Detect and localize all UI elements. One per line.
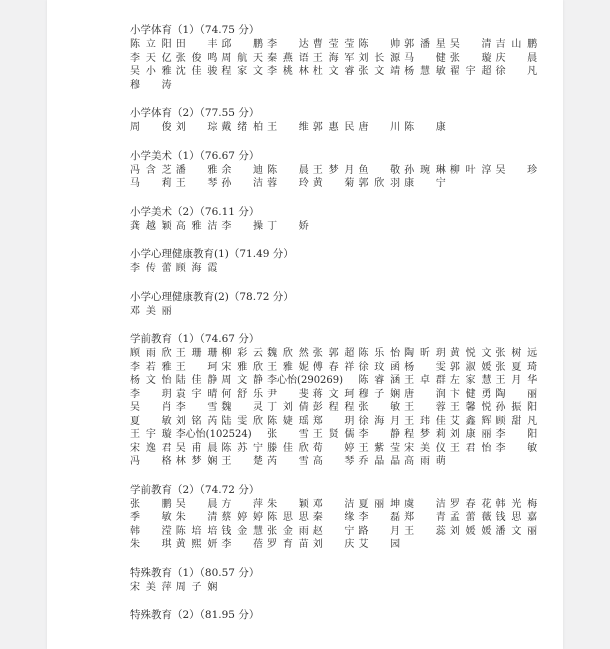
name-entry: 韩光梅 bbox=[495, 498, 538, 510]
name-entry: 韩 滢 bbox=[130, 525, 172, 537]
name-entry: 郑 玥 bbox=[312, 415, 355, 427]
name-entry: 郭淑媛 bbox=[449, 361, 492, 373]
results-list bbox=[130, 23, 538, 636]
name-entry: 李 阳 bbox=[495, 429, 538, 440]
name-row bbox=[130, 525, 538, 539]
section bbox=[130, 483, 538, 552]
section bbox=[130, 23, 538, 92]
name-row bbox=[130, 498, 538, 512]
name-entry: 鱼 敬 bbox=[358, 164, 401, 176]
name-entry: 马 莉 bbox=[130, 178, 172, 189]
name-row bbox=[130, 428, 538, 442]
name-entry: 顾海霞 bbox=[175, 263, 218, 274]
name-entry: 刘 琮 bbox=[175, 122, 218, 133]
name-entry: 王紫莹 bbox=[358, 442, 401, 454]
name-entry: 徐 凡 bbox=[495, 66, 538, 77]
name-entry: 王雅妮 bbox=[267, 361, 309, 373]
name-entry: 吴 清 bbox=[449, 39, 492, 50]
name-entry: 孙振阳 bbox=[495, 402, 538, 413]
name-entry: 徐海月 bbox=[358, 415, 401, 427]
name-entry: 唐 润 bbox=[404, 388, 446, 400]
name-entry: 李 敏 bbox=[495, 442, 538, 454]
name-entry: 陶 丽 bbox=[495, 388, 538, 400]
name-entry: 朱 颖 bbox=[267, 498, 309, 510]
name-entry: 朱 清 bbox=[175, 512, 218, 523]
name-grid bbox=[130, 498, 538, 552]
name-entry: 王君怡 bbox=[449, 442, 492, 454]
name-grid bbox=[130, 164, 538, 191]
name-entry: 顾雨欣 bbox=[130, 348, 172, 359]
name-entry: 周子娴 bbox=[175, 581, 218, 593]
name-entry: 李心怡(102524) bbox=[175, 429, 252, 440]
name-entry: 陈立阳 bbox=[130, 39, 172, 50]
name-entry: 罗育苗 bbox=[267, 539, 309, 550]
name-entry: 吴甫晨 bbox=[175, 442, 218, 454]
name-entry: 黄 菊 bbox=[312, 178, 355, 189]
name-entry: 王 维 bbox=[267, 122, 309, 133]
name-entry: 芮 雪 bbox=[267, 456, 309, 467]
name-entry: 方 萍 bbox=[221, 498, 264, 510]
name-entry: 田 丰 bbox=[175, 39, 218, 50]
name-entry: 陈乐怡 bbox=[358, 348, 401, 359]
name-entry: 高雨萌 bbox=[404, 456, 446, 467]
name-entry: 乔晶晶 bbox=[358, 456, 401, 467]
name-row bbox=[130, 401, 538, 415]
name-entry: 唐 川 bbox=[358, 122, 401, 133]
name-entry: 马 健 bbox=[404, 52, 446, 64]
name-entry: 何舒乐 bbox=[221, 388, 264, 400]
name-entry: 孙 洁 bbox=[221, 178, 264, 189]
name-entry: 宋逸君 bbox=[130, 442, 172, 454]
section-heading: 小学美术（1）（76.67 分） bbox=[130, 149, 260, 162]
name-entry: 李 蓓 bbox=[221, 539, 264, 550]
section bbox=[130, 608, 530, 622]
section-heading: 特殊教育（2）（81.95 分） bbox=[130, 609, 260, 621]
name-entry: 王 蓉 bbox=[404, 402, 446, 413]
name-row bbox=[130, 121, 530, 135]
name-entry: 傅春祥 bbox=[312, 361, 355, 373]
name-entry: 张 雪 bbox=[267, 429, 309, 440]
name-entry: 王海军 bbox=[312, 52, 355, 64]
name-row bbox=[130, 79, 530, 93]
name-entry: 李 玥 bbox=[130, 388, 172, 400]
name-entry: 翟宇超 bbox=[449, 66, 492, 77]
name-entry: 孟蕾薇 bbox=[449, 512, 492, 523]
name-entry: 吉山鹏 bbox=[495, 39, 538, 50]
name-entry: 郭潘星 bbox=[404, 39, 446, 50]
name-entry: 陈苏宁 bbox=[221, 442, 264, 454]
name-entry: 李 操 bbox=[221, 220, 264, 232]
name-entry: 王宇璇 bbox=[130, 429, 172, 440]
name-entry: 魏 灵 bbox=[221, 402, 264, 413]
name-entry: 刘铭芮 bbox=[175, 415, 218, 427]
name-entry: 陈思思 bbox=[267, 512, 309, 523]
name-entry: 王贤儒 bbox=[312, 429, 355, 440]
section bbox=[130, 247, 530, 276]
name-entry: 冯含芝 bbox=[130, 164, 172, 176]
name-row bbox=[130, 164, 538, 178]
name-entry: 艾 园 bbox=[358, 539, 401, 550]
section bbox=[130, 566, 530, 595]
name-entry: 李天亿 bbox=[130, 52, 172, 64]
name-entry: 蔡婷婷 bbox=[221, 512, 264, 523]
name-entry: 余 迪 bbox=[221, 164, 264, 176]
name-entry: 高 琴 bbox=[312, 456, 355, 467]
name-row bbox=[130, 455, 530, 469]
name-entry: 路 月 bbox=[358, 525, 401, 537]
name-entry: 罗春花 bbox=[449, 498, 492, 510]
name-entry: 穆子娴 bbox=[358, 388, 401, 400]
name-entry: 陈睿涵 bbox=[358, 375, 401, 386]
name-entry: 陈婕瑶 bbox=[267, 415, 309, 427]
name-entry: 康 宁 bbox=[404, 178, 446, 189]
name-entry: 陶昕玥 bbox=[404, 348, 446, 359]
name-entry: 李 达 bbox=[267, 39, 309, 50]
name-entry: 邓 洁 bbox=[312, 498, 355, 510]
name-entry: 邱 鹏 bbox=[221, 39, 264, 50]
name-entry: 秦 缘 bbox=[312, 512, 355, 523]
name-entry: 张夏琦 bbox=[495, 361, 538, 373]
name-entry: 赵 宁 bbox=[312, 525, 355, 537]
section-heading: 小学美术（2）（76.11 分） bbox=[130, 205, 260, 218]
name-entry: 张文靖 bbox=[358, 66, 401, 77]
name-entry: 杨慧敏 bbox=[404, 66, 446, 77]
name-entry: 程梦莉 bbox=[404, 429, 446, 440]
name-entry: 柳叶淳 bbox=[449, 164, 492, 176]
name-entry: 朱 琪 bbox=[130, 539, 172, 550]
name-entry: 王卓群 bbox=[404, 375, 446, 386]
name-grid bbox=[130, 38, 538, 92]
name-entry: 李心怡(290269) bbox=[267, 375, 344, 386]
name-row bbox=[130, 177, 530, 191]
name-entry: 陈 晨 bbox=[267, 164, 309, 176]
name-entry: 彭程程 bbox=[312, 402, 355, 413]
name-entry: 李桃林 bbox=[267, 66, 309, 77]
name-entry: 袁宇晴 bbox=[175, 388, 218, 400]
name-entry: 高雅洁 bbox=[175, 220, 218, 232]
section bbox=[130, 149, 538, 191]
name-grid bbox=[130, 220, 530, 234]
name-row bbox=[130, 305, 530, 319]
name-entry: 张郭超 bbox=[312, 348, 355, 359]
name-entry: 李 静 bbox=[358, 429, 401, 440]
name-entry: 李 磊 bbox=[358, 512, 401, 523]
name-row bbox=[130, 442, 538, 456]
name-entry: 邓美丽 bbox=[130, 305, 172, 317]
section-heading: 小学心理健康教育(1)（71.49 分） bbox=[130, 248, 294, 260]
name-entry: 卞健勇 bbox=[449, 388, 492, 400]
name-entry: 周 俊 bbox=[130, 122, 172, 133]
section-heading: 学前教育（1）（74.67 分） bbox=[130, 333, 260, 345]
name-entry: 陈培培 bbox=[175, 525, 218, 537]
name-row bbox=[130, 65, 538, 79]
name-entry: 郭惠民 bbox=[312, 122, 355, 133]
name-entry: 蒋文珂 bbox=[312, 388, 355, 400]
name-entry: 刘媛媛 bbox=[449, 525, 492, 537]
name-row bbox=[130, 52, 538, 66]
name-row bbox=[130, 415, 538, 429]
name-entry: 王 珂 bbox=[175, 361, 218, 373]
name-entry: 陈 帅 bbox=[358, 39, 401, 50]
name-entry: 秦燕语 bbox=[267, 52, 309, 64]
name-row bbox=[130, 388, 538, 402]
name-entry: 潘 雅 bbox=[175, 164, 218, 176]
name-entry: 李若雅 bbox=[130, 361, 172, 373]
name-entry: 左家慧 bbox=[449, 375, 492, 386]
name-entry: 陆佳静 bbox=[175, 375, 218, 386]
name-entry: 吴小雅 bbox=[130, 66, 172, 77]
name-grid bbox=[130, 347, 538, 469]
name-entry: 戴绪柏 bbox=[221, 122, 264, 133]
name-entry: 张 鹏 bbox=[130, 498, 172, 510]
name-entry: 龚越颖 bbox=[130, 220, 172, 232]
name-entry: 尹 斐 bbox=[267, 388, 309, 400]
name-entry: 宋美萍 bbox=[130, 581, 172, 593]
name-entry: 郭欣羽 bbox=[358, 178, 401, 189]
name-entry: 李 雪 bbox=[175, 402, 218, 413]
name-entry: 郑 青 bbox=[404, 512, 446, 523]
name-row bbox=[130, 361, 538, 375]
name-entry: 沈佳骏 bbox=[175, 66, 218, 77]
name-row bbox=[130, 38, 538, 52]
name-entry: 潘文丽 bbox=[495, 525, 538, 537]
name-entry: 张俊鸣 bbox=[175, 52, 218, 64]
section-heading: 特殊教育（1）（80.57 分） bbox=[130, 566, 260, 579]
name-row bbox=[130, 511, 538, 525]
document-page bbox=[47, 0, 563, 649]
name-entry: 吴 晨 bbox=[175, 498, 218, 510]
name-entry: 黄悦文 bbox=[449, 348, 492, 359]
section-heading: 学前教育（2）（74.72 分） bbox=[130, 483, 260, 496]
section bbox=[130, 205, 530, 234]
name-entry: 穆 涛 bbox=[130, 79, 172, 91]
name-row bbox=[130, 581, 530, 595]
name-entry: 张 敏 bbox=[358, 402, 401, 413]
name-entry: 夏丽坤 bbox=[358, 498, 401, 510]
name-entry: 丁刘倩 bbox=[267, 402, 309, 413]
name-entry: 张树远 bbox=[495, 348, 538, 359]
name-entry: 吴 肖 bbox=[130, 402, 172, 413]
name-entry: 杜文睿 bbox=[312, 66, 355, 77]
name-entry: 王馨悦 bbox=[449, 402, 492, 413]
name-entry: 张 璇 bbox=[449, 52, 492, 64]
name-entry: 虞 洁 bbox=[404, 498, 446, 510]
name-entry: 柳彩云 bbox=[221, 348, 264, 359]
name-entry: 王月华 bbox=[495, 375, 538, 386]
name-row bbox=[130, 262, 530, 276]
name-row bbox=[130, 374, 538, 388]
name-entry: 黄熙妍 bbox=[175, 539, 218, 550]
name-entry: 王梦月 bbox=[312, 164, 355, 176]
section bbox=[130, 332, 538, 469]
name-row bbox=[130, 538, 530, 552]
name-entry: 杨 雯 bbox=[404, 361, 446, 373]
name-entry: 林梦娴 bbox=[175, 456, 218, 467]
name-entry: 王 琴 bbox=[175, 178, 218, 189]
name-entry: 王玮佳 bbox=[404, 415, 446, 427]
name-grid bbox=[130, 581, 530, 595]
section bbox=[130, 106, 530, 135]
name-entry: 宋雅欣 bbox=[221, 361, 264, 373]
name-entry: 李传蕾 bbox=[130, 263, 172, 274]
name-entry: 魏欣然 bbox=[267, 348, 309, 359]
name-row bbox=[130, 220, 530, 234]
name-entry: 顾甜凡 bbox=[495, 415, 538, 427]
name-entry: 庆 晨 bbox=[495, 52, 538, 64]
name-entry: 季 敏 bbox=[130, 512, 172, 523]
name-entry: 孙琬琳 bbox=[404, 164, 446, 176]
name-entry: 徐玟函 bbox=[358, 361, 401, 373]
name-grid bbox=[130, 305, 530, 319]
name-entry: 杨文怡 bbox=[130, 375, 172, 386]
name-entry: 曹莹莹 bbox=[312, 39, 355, 50]
name-entry: 宋美仪 bbox=[404, 442, 446, 454]
name-entry: 王 楚 bbox=[221, 456, 264, 467]
name-entry: 周航天 bbox=[221, 52, 264, 64]
name-entry: 艾鑫辉 bbox=[449, 415, 492, 427]
name-entry: 钱思嘉 bbox=[495, 512, 538, 523]
name-entry: 周文静 bbox=[221, 375, 264, 386]
name-entry: 程家文 bbox=[221, 66, 264, 77]
name-entry: 吴 珍 bbox=[495, 164, 538, 176]
name-entry: 王珊珊 bbox=[175, 348, 218, 359]
name-entry: 刘康丽 bbox=[449, 429, 492, 440]
name-entry: 钱金慧 bbox=[221, 525, 264, 537]
name-grid bbox=[130, 121, 530, 135]
name-grid bbox=[130, 262, 530, 276]
name-row bbox=[130, 347, 538, 361]
name-entry: 王 蕊 bbox=[404, 525, 446, 537]
name-entry: 荀 婷 bbox=[312, 442, 355, 454]
section bbox=[130, 290, 530, 319]
name-entry: 张金雨 bbox=[267, 525, 309, 537]
name-entry: 刘长源 bbox=[358, 52, 401, 64]
name-entry: 陆雯欣 bbox=[221, 415, 264, 427]
name-entry: 刘 庆 bbox=[312, 539, 355, 550]
name-entry: 陈 康 bbox=[404, 122, 446, 133]
name-entry: 滕佳欣 bbox=[267, 442, 309, 454]
section-heading: 小学体育（1）（74.75 分） bbox=[130, 24, 260, 36]
name-entry: 冯 格 bbox=[130, 456, 172, 467]
section-heading: 小学体育（2）（77.55 分） bbox=[130, 107, 260, 119]
name-entry: 丁 娇 bbox=[267, 220, 309, 232]
section-heading: 小学心理健康教育(2)（78.72 分） bbox=[130, 290, 294, 303]
name-entry: 蓉 玲 bbox=[267, 178, 309, 189]
name-entry: 夏 敏 bbox=[130, 415, 172, 427]
